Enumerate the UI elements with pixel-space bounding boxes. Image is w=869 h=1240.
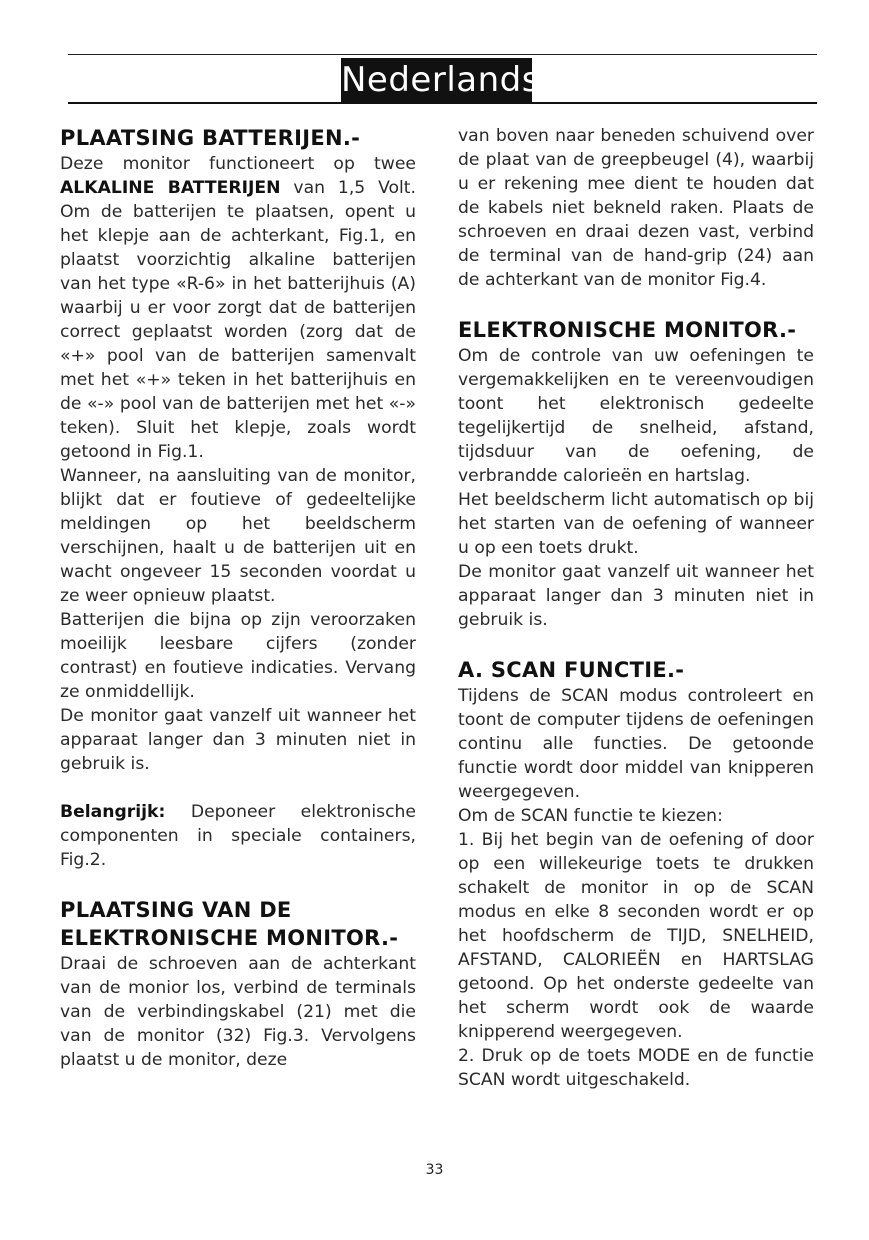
battery-paragraph-1 — [60, 152, 416, 464]
spacer — [458, 632, 814, 656]
battery-paragraph-3: Batterijen die bijna op zijn veroorzaken moeilijk leesbare cijfers (zonder contrast) en foutieve indicaties. Vervang ze onmiddellijk. — [60, 610, 416, 702]
placement-paragraph: Draai de schroeven aan de achterkant van de monior los, verbind de terminals van de verbindingskabel (21) met die van de monitor (32) Fig.3. Vervolgens plaatst u de monitor, deze — [60, 954, 416, 1070]
placement-heading-line-2: ELEKTRONISCHE MONITOR.- — [60, 926, 399, 950]
spacer — [60, 776, 416, 800]
page-language-title: Nederlands — [341, 60, 540, 100]
monitor-paragraph-2: Het beeldscherm licht automatisch op bij het starten van de oefening of wanneer u op een toets drukt. — [458, 490, 814, 558]
scan-paragraph-1: Tijdens de SCAN modus controleert en toont de computer tijdens de oefeningen continu alle functies. De getoonde functie wordt door middel van knipperen weergegeven. — [458, 686, 814, 802]
important-text: Deponeer elektronische componenten in speciale containers, Fig.2. — [60, 802, 416, 870]
monitor-paragraph-3: De monitor gaat vanzelf uit wanneer het apparaat langer dan 3 minuten niet in gebruik is. — [458, 562, 814, 630]
scan-paragraph-3: 1. Bij het begin van de oefening of door op een willekeurige toets te drukken schakelt de monitor in op de SCAN modus en elke 8 seconden wordt er op het hoofdscherm de TIJD, SNELHEID, AFSTAND, CALORIEËN en HARTSLAG getoond. Op het onderste gedeelte van het scherm wordt ook de waarde knipperend weergegeven. — [458, 830, 814, 1042]
left-column — [60, 124, 416, 1072]
spacer — [60, 872, 416, 896]
spacer — [458, 292, 814, 316]
placement-heading-line-1: PLAATSING VAN DE — [60, 898, 292, 922]
scan-paragraph-4: 2. Druk op de toets MODE en de functie SCAN wordt uitgeschakeld. — [458, 1046, 814, 1090]
placement-continued: van boven naar beneden schuivend over de plaat van de greepbeugel (4), waarbij u er rekening mee dient te houden dat de kabels niet bekneld raken. Plaats de schroeven en draai dezen vast, verbind de terminal van de hand-grip (24) aan de achterkant van de monitor Fig.4. — [458, 126, 814, 290]
top-rule — [68, 54, 817, 55]
page-number: 33 — [425, 1162, 444, 1178]
battery-text-a: Deze monitor functioneert op twee — [60, 154, 416, 174]
battery-text-b: van 1,5 Volt. Om de batterijen te plaatsen, opent u het klepje aan de achterkant, Fig.1, en plaatst voorzichtig alkaline batterijen van het type «R-6» in het batterijhuis (A) waarbij u er voor zorgt dat de batterijen correct geplaatst worden (zorg dat de «+» pool van de batterijen samenvalt met het «+» teken in het batterijhuis en de «-» pool van de batterijen met het «-» teken). Sluit het klepje, zoals wordt getoond in Fig.1. — [60, 178, 416, 462]
important-note — [60, 800, 416, 872]
important-label: Belangrijk: — [60, 802, 166, 822]
monitor-paragraph-1: Om de controle van uw oefeningen te vergemakkelijken en te vereenvoudigen toont het elektronisch gedeelte tegelijkertijd de snelheid, afstand, tijdsduur van de oefening, de verbrandde calorieën en hartslag. — [458, 346, 814, 486]
monitor-heading: ELEKTRONISCHE MONITOR.- — [458, 318, 797, 342]
header-rule — [68, 102, 817, 104]
battery-paragraph-2: Wanneer, na aansluiting van de monitor, blijkt dat er foutieve of gedeeltelijke meldingen op het beeldscherm verschijnen, haalt u de batterijen uit en wacht ongeveer 15 seconden voordat u ze weer opnieuw plaatst. — [60, 466, 416, 606]
battery-paragraph-4: De monitor gaat vanzelf uit wanneer het apparaat langer dan 3 minuten niet in gebruik is. — [60, 706, 416, 774]
scan-heading: A. SCAN FUNCTIE.- — [458, 658, 685, 682]
scan-paragraph-2: Om de SCAN functie te kiezen: — [458, 806, 723, 826]
battery-type-emphasis: ALKALINE BATTERIJEN — [60, 178, 281, 198]
right-column — [458, 124, 814, 1092]
battery-heading: PLAATSING BATTERIJEN.- — [60, 126, 361, 150]
